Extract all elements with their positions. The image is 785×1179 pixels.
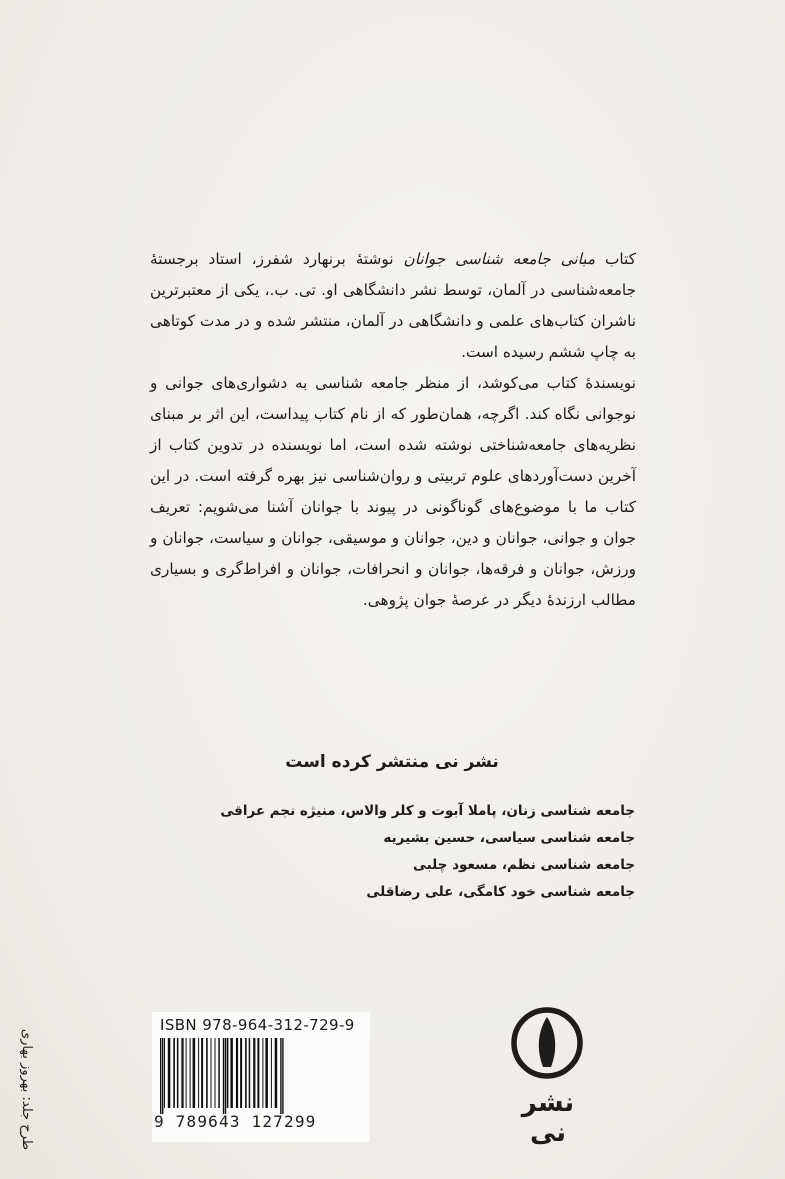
barcode-bar: [193, 1038, 196, 1108]
description-intro-rest: نوشتهٔ برنهارد شفرز، استاد برجستهٔ جامعه‌شناسی در آلمان، توسط نشر دانشگاهی او. تی. ب.، یکی از معتبرترین ناشران کتاب‌های علمی و دانشگاهی در آلمان، منتشر شده و در مدت کوتاهی به چاپ ششم رسیده است.: [150, 250, 636, 361]
description-intro: کتاب: [595, 250, 636, 268]
barcode-bar: [271, 1038, 272, 1108]
description-paragraph-1: [150, 244, 636, 368]
isbn-label: ISBN 978-964-312-729-9: [160, 1016, 355, 1034]
barcode-bar: [190, 1038, 191, 1108]
barcode-bar: [262, 1038, 263, 1108]
barcode-bar: [275, 1038, 278, 1108]
barcode-bar: [211, 1038, 212, 1108]
barcode-bar: [240, 1038, 242, 1108]
list-item: جامعه شناسی خود کامگی، علی رضاقلی: [366, 884, 635, 900]
barcode-bar: [168, 1038, 171, 1108]
barcode-bar: [265, 1038, 268, 1108]
barcode-guard-bar: [280, 1038, 281, 1114]
barcode-bar: [227, 1038, 229, 1108]
barcode-guard-bar: [282, 1038, 283, 1114]
barcode-bar: [181, 1038, 183, 1108]
book-description: [150, 244, 636, 616]
barcode-bars: [158, 1038, 364, 1114]
isbn-digits: 9 789643 127299: [154, 1112, 317, 1131]
barcode-bar: [164, 1038, 165, 1108]
barcode-bar: [206, 1038, 208, 1108]
description-paragraph-2: نویسندهٔ کتاب می‌کوشد، از منظر جامعه شناسی به دشواری‌های جوانی و نوجوانی نگاه کند. اگرچه، همان‌طور که از نام کتاب پیداست، این اثر بر مبنای نظریه‌های جامعه‌شناختی نوشته شده است، اما نویسنده در تدوین کتاب از آخرین دست‌آوردهای علوم تربیتی و روان‌شناسی نیز بهره گرفته است. در این کتاب ما با موضوع‌های گوناگونی در پیوند با جوانان آشنا می‌شویم: تعریف جوان و جوانی، جوانان و دین، جوانان و موسیقی، جوانان و سیاست، جوانان و ورزش، جوانان و فرقه‌ها، جوانان و انحرافات، جوانان و افراط‌گری و بسیاری مطالب ارزندهٔ دیگر در عرصهٔ جوان پژوهی.: [150, 374, 636, 609]
published-book-list: [195, 798, 635, 906]
barcode-bar: [230, 1038, 233, 1108]
barcode-bar: [186, 1038, 187, 1108]
publisher-name: نشر نی: [521, 1088, 575, 1148]
barcode-bar: [257, 1038, 259, 1108]
barcode-bar: [198, 1038, 199, 1108]
barcode-guard-bar: [162, 1038, 163, 1114]
barcode-bar: [215, 1038, 216, 1108]
barcode-bar: [177, 1038, 179, 1108]
barcode-guard-bar: [225, 1038, 226, 1114]
barcode-bar: [218, 1038, 220, 1108]
isbn-barcode: [152, 1012, 370, 1142]
barcode-bar: [201, 1038, 203, 1108]
barcode-guard-bar: [223, 1038, 224, 1114]
credit-text: طرح جلد: بهروز بهاری: [19, 1028, 35, 1150]
barcode-bar: [245, 1038, 247, 1108]
barcode-bar: [253, 1038, 255, 1108]
list-item: جامعه شناسی زنان، پاملا آبوت و کلر والاس، منیژه نجم عراقی: [220, 803, 635, 819]
cover-design-credit: [8, 1026, 46, 1152]
book-title-italic: مبانی جامعه شناسی جوانان: [403, 250, 596, 268]
barcode-bar: [236, 1038, 238, 1108]
published-list-title: نشر نی منتشر کرده است: [285, 752, 499, 772]
barcode-guard-bar: [160, 1038, 161, 1114]
list-item: جامعه شناسی نظم، مسعود چلبی: [412, 857, 635, 873]
barcode-bar: [249, 1038, 251, 1108]
reed-leaf-circle-icon: [510, 1005, 584, 1081]
barcode-bar: [173, 1038, 175, 1108]
list-item: جامعه شناسی سیاسی، حسین بشیریه: [383, 830, 635, 846]
